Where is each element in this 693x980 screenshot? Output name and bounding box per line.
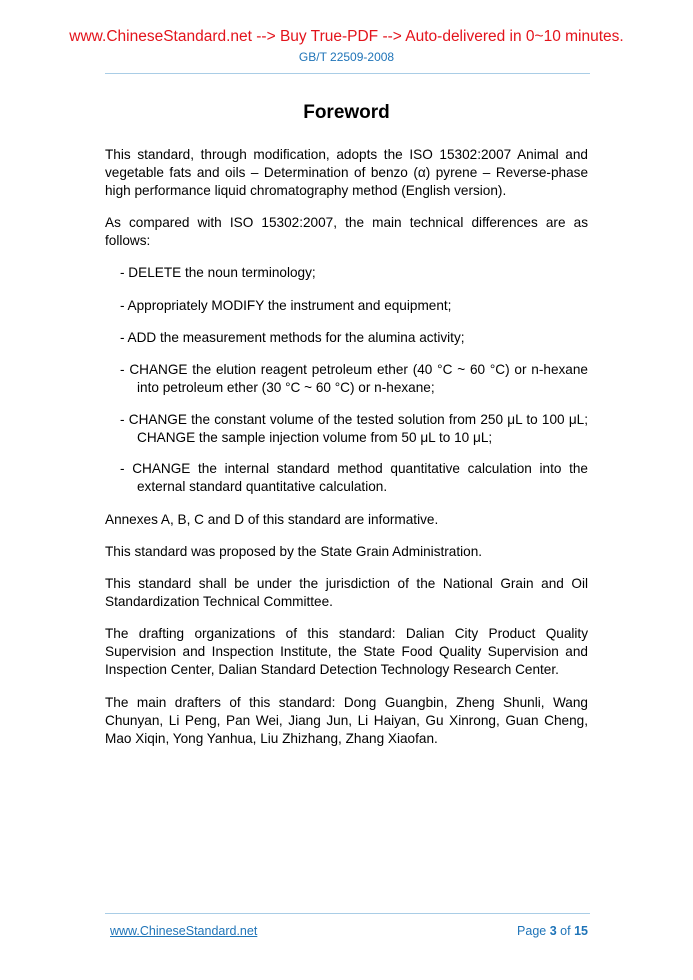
- list-item: - CHANGE the elution reagent petroleum ether (40 °C ~ 60 °C) or n-hexane into petroleum ether (30 °C ~ 60 °C) or n-hexane;: [120, 362, 588, 395]
- list-item: - DELETE the noun terminology;: [120, 265, 316, 280]
- page-title: Foreword: [303, 102, 390, 123]
- paragraph-differences-intro: As compared with ISO 15302:2007, the main technical differences are as follows:: [105, 215, 588, 248]
- page-prefix: Page: [517, 924, 547, 938]
- footer-website-link[interactable]: www.ChineseStandard.net: [110, 924, 258, 938]
- page-current: 3: [549, 924, 557, 938]
- page-total: 15: [574, 924, 588, 938]
- paragraph-jurisdiction: This standard shall be under the jurisdiction of the National Grain and Oil Standardization Technical Committee.: [105, 576, 588, 609]
- paragraph-drafters: The main drafters of this standard: Dong Guangbin, Zheng Shunli, Wang Chunyan, Li Peng, Pan Wei, Jiang Jun, Li Haiyan, Gu Xinrong, Guan Cheng, Mao Xiqin, Yong Yanhua, Liu Zhizhang, Zhang Xiaofan.: [105, 695, 588, 746]
- footer-divider: [105, 913, 590, 914]
- paragraph-drafting-orgs: The drafting organizations of this standard: Dalian City Product Quality Supervision and Inspection Institute, the State Food Quality Supervision and Inspection Center, Dalian Standard Detection Technology Research Center.: [105, 626, 588, 677]
- page-indicator: [517, 924, 588, 938]
- promo-banner[interactable]: www.ChineseStandard.net --> Buy True-PDF --> Auto-delivered in 0~10 minutes.: [69, 28, 624, 45]
- standard-code: GB/T 22509-2008: [298, 50, 395, 64]
- page-of: of: [560, 924, 571, 938]
- paragraph-adoption: This standard, through modification, adopts the ISO 15302:2007 Animal and vegetable fats and oils – Determination of benzo (α) pyrene – Reverse-phase high performance liquid chromatography method (English version).: [105, 147, 588, 198]
- header-divider: [105, 73, 590, 74]
- paragraph-proposed: This standard was proposed by the State Grain Administration.: [105, 544, 483, 559]
- list-item: - ADD the measurement methods for the alumina activity;: [120, 330, 465, 345]
- list-item: - Appropriately MODIFY the instrument and equipment;: [120, 298, 452, 313]
- list-item: - CHANGE the internal standard method quantitative calculation into the external standard quantitative calculation.: [120, 461, 588, 494]
- paragraph-annexes: Annexes A, B, C and D of this standard are informative.: [105, 512, 439, 527]
- list-item: - CHANGE the constant volume of the tested solution from 250 μL to 100 μL; CHANGE the sample injection volume from 50 μL to 10 μL;: [120, 412, 588, 445]
